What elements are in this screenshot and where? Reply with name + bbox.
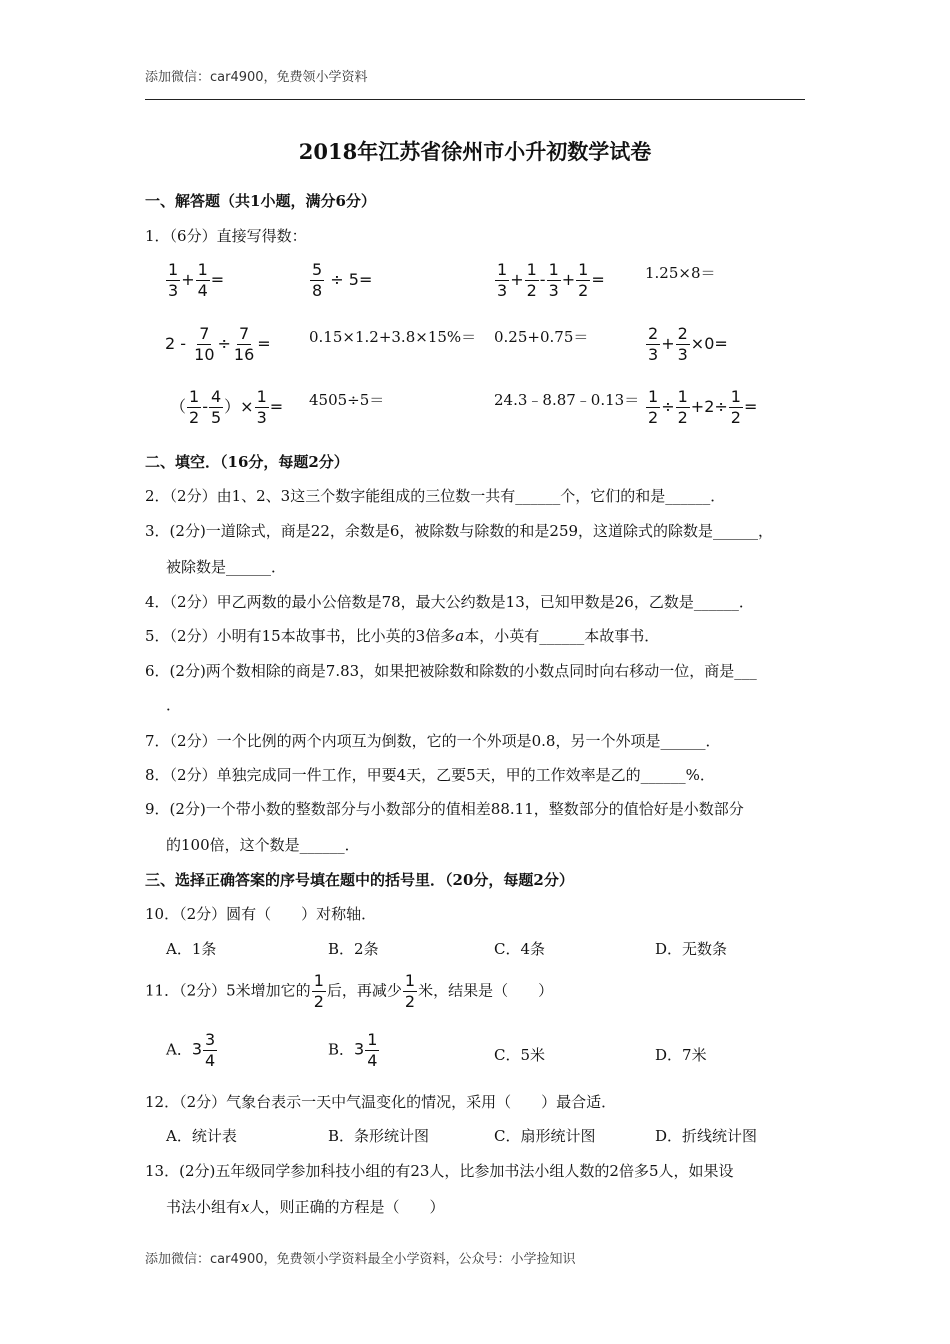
q12-option-d: D．折线统计图 bbox=[655, 1127, 758, 1145]
q10-option-c: C．4条 bbox=[494, 940, 546, 958]
q10-option-b: B．2条 bbox=[328, 940, 379, 958]
header-note: 添加微信：car4900，免费领小学资料 bbox=[145, 70, 368, 85]
question-3-line-2: 被除数是______． bbox=[166, 558, 287, 576]
q11-option-b: B．3 $\frac{1}{4}$ bbox=[328, 1030, 378, 1070]
question-4: 4．（2分）甲乙两数的最小公倍数是78，最大公约数是13，已知甲数是26，乙数是______． bbox=[145, 593, 754, 611]
expr-5: 2 - $\frac{7}{10}$ ÷ $\frac{7}{16}$ = bbox=[165, 324, 271, 364]
footer-note: 添加微信：car4900，免费领小学资料最全小学资料，公众号：小学捡知识 bbox=[145, 1252, 576, 1267]
q10-option-a: A．1条 bbox=[166, 940, 217, 958]
page-title: 2018年江苏省徐州市小升初数学试卷 bbox=[298, 139, 652, 164]
question-12: 12．（2分）气象台表示一天中气温变化的情况，采用（ ）最合适． bbox=[145, 1093, 617, 1111]
expr-12: $\frac{1}{2}$ ÷ $\frac{1}{2}$ +2÷ $\frac{1}{2}$ = bbox=[648, 387, 758, 427]
section-1-heading: 一、解答题（共1小题，满分6分） bbox=[145, 192, 376, 210]
question-6-line-2: ． bbox=[166, 696, 182, 714]
question-6-line-1: 6．(2分)两个数相除的商是7.83，如果把被除数和除数的小数点同时向右移动一位，商是___ bbox=[145, 662, 757, 680]
header-divider bbox=[145, 99, 805, 100]
question-2: 2．（2分）由1、2、3这三个数字能组成的三位数一共有______个，它们的和是______． bbox=[145, 487, 726, 505]
expr-3: $\frac{1}{3}$ + $\frac{1}{2}$ - $\frac{1}{3}$ + $\frac{1}{2}$ = bbox=[497, 260, 605, 300]
question-8: 8．（2分）单独完成同一件工作，甲要4天，乙要5天，甲的工作效率是乙的______%． bbox=[145, 766, 715, 784]
q12-option-b: B．条形统计图 bbox=[328, 1127, 430, 1145]
question-3-line-1: 3．(2分)一道除式，商是22，余数是6，被除数与除数的和是259，这道除式的除数是______， bbox=[145, 522, 774, 540]
question-5: 5．（2分）小明有15本故事书，比小英的3倍多a本，小英有______本故事书． bbox=[145, 627, 660, 645]
expr-6: 0.15×1.2+3.8×15%＝ bbox=[309, 328, 477, 346]
expr-11: 24.3﹣8.87﹣0.13＝ bbox=[494, 391, 640, 409]
q11-option-c: C．5米 bbox=[494, 1046, 546, 1064]
question-1: 1．（6分）直接写得数： bbox=[145, 227, 307, 245]
expr-9: （ $\frac{1}{2}$ - $\frac{4}{5}$ ）× $\frac{1}{3}$ = bbox=[170, 387, 284, 427]
question-7: 7．（2分）一个比例的两个内项互为倒数，它的一个外项是0.8，另一个外项是______． bbox=[145, 732, 721, 750]
expr-2: $\frac{5}{8}$ ÷ 5= bbox=[312, 260, 373, 300]
question-11: 11．（2分）5米增加它的 $\frac{1}{2}$ 后，再减少 $\frac{1}{2}$ 米，结果是（ ） bbox=[145, 971, 554, 1011]
q11-option-a: A．3 $\frac{3}{4}$ bbox=[166, 1030, 216, 1070]
q11-option-d: D．7米 bbox=[655, 1046, 707, 1064]
question-9-line-1: 9．(2分)一个带小数的整数部分与小数部分的值相差88.11，整数部分的值恰好是小数部分 bbox=[145, 800, 744, 818]
q12-option-a: A．统计表 bbox=[166, 1127, 237, 1145]
question-10: 10．（2分）圆有（ ）对称轴． bbox=[145, 905, 377, 923]
expr-8: $\frac{2}{3}$ + $\frac{2}{3}$ ×0= bbox=[648, 324, 728, 364]
q10-option-d: D．无数条 bbox=[655, 940, 728, 958]
expr-10: 4505÷5＝ bbox=[309, 391, 385, 409]
section-2-heading: 二、填空．（16分，每题2分） bbox=[145, 453, 349, 471]
section-3-heading: 三、选择正确答案的序号填在题中的括号里．（20分，每题2分） bbox=[145, 871, 574, 889]
question-13-line-1: 13．(2分)五年级同学参加科技小组的有23人，比参加书法小组人数的2倍多5人，如果设 bbox=[145, 1162, 734, 1180]
expr-7: 0.25+0.75＝ bbox=[494, 328, 589, 346]
expr-1: $\frac{1}{3}$ + $\frac{1}{4}$ = bbox=[168, 260, 225, 300]
expr-4: 1.25×8＝ bbox=[645, 264, 716, 282]
question-13-line-2: 书法小组有x人，则正确的方程是（ ） bbox=[166, 1198, 445, 1216]
question-9-line-2: 的100倍，这个数是______． bbox=[166, 836, 360, 854]
q12-option-c: C．扇形统计图 bbox=[494, 1127, 596, 1145]
